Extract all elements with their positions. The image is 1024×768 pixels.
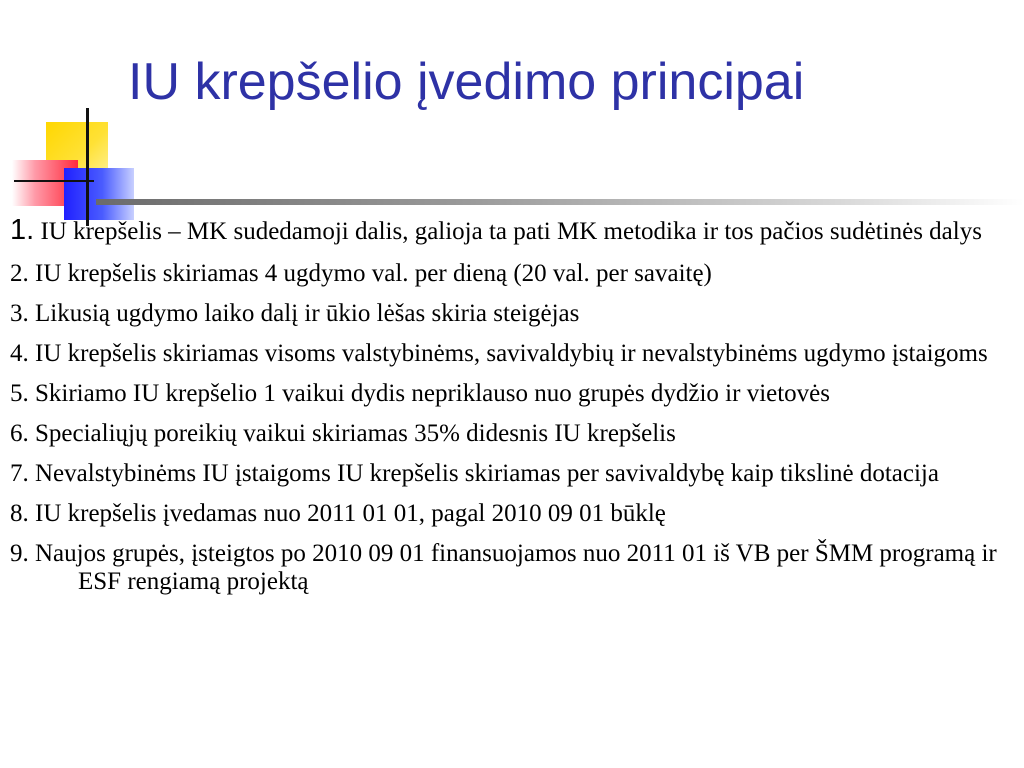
principles-list (10, 216, 1010, 608)
list-item-2 (10, 260, 1010, 288)
list-item-6 (10, 420, 1010, 448)
list-item-5 (10, 380, 1010, 408)
list-item-1 (10, 216, 1010, 246)
list-item-number: 6. (10, 420, 29, 447)
list-item-8 (10, 500, 1010, 528)
list-item-text: IU krepšelis įvedamas nuo 2011 01 01, pagal 2010 09 01 būklę (35, 500, 666, 527)
list-item-text: IU krepšelis skiriamas visoms valstybinėms, savivaldybių ir nevalstybinėms ugdymo įstaigoms (35, 340, 988, 367)
list-item-4 (10, 340, 1010, 368)
list-item-3 (10, 300, 1010, 328)
list-item-text: Nevalstybinėms IU įstaigoms IU krepšelis skiriamas per savivaldybę kaip tikslinė dotacija (35, 460, 939, 487)
list-item-text: Naujos grupės, įsteigtos po 2010 09 01 finansuojamos nuo 2011 01 iš VB per ŠMM programą ir ESF rengiamą projektą (35, 540, 997, 595)
decor-blue-square (64, 168, 134, 220)
list-item-number: 9. (10, 540, 29, 567)
list-item-text: Specialiųjų poreikių vaikui skiriamas 35% didesnis IU krepšelis (35, 420, 676, 447)
list-item-text: Likusią ugdymo laiko dalį ir ūkio lėšas skiria steigėjas (35, 300, 580, 327)
slide-title: IU krepšelio įvedimo principai (128, 53, 805, 111)
title-underline (96, 199, 1024, 205)
list-item-number: 8. (10, 500, 29, 527)
decor-vertical-line (86, 108, 89, 226)
list-item-number: 7. (10, 460, 29, 487)
list-item-text: IU krepšelis skiriamas 4 ugdymo val. per dieną (20 val. per savaitę) (35, 260, 712, 287)
list-item-9 (10, 540, 1010, 596)
list-item-7 (10, 460, 1010, 488)
list-item-number: 4. (10, 340, 29, 367)
list-item-number: 2. (10, 260, 29, 287)
decor-horizontal-line (14, 180, 94, 182)
list-item-text: IU krepšelis – MK sudedamoji dalis, galioja ta pati MK metodika ir tos pačios sudėtinės dalys (40, 218, 982, 245)
list-item-number: 5. (10, 380, 29, 407)
list-item-number: 1. (10, 214, 35, 246)
list-item-number: 3. (10, 300, 29, 327)
list-item-text: Skiriamo IU krepšelio 1 vaikui dydis nepriklauso nuo grupės dydžio ir vietovės (35, 380, 831, 407)
